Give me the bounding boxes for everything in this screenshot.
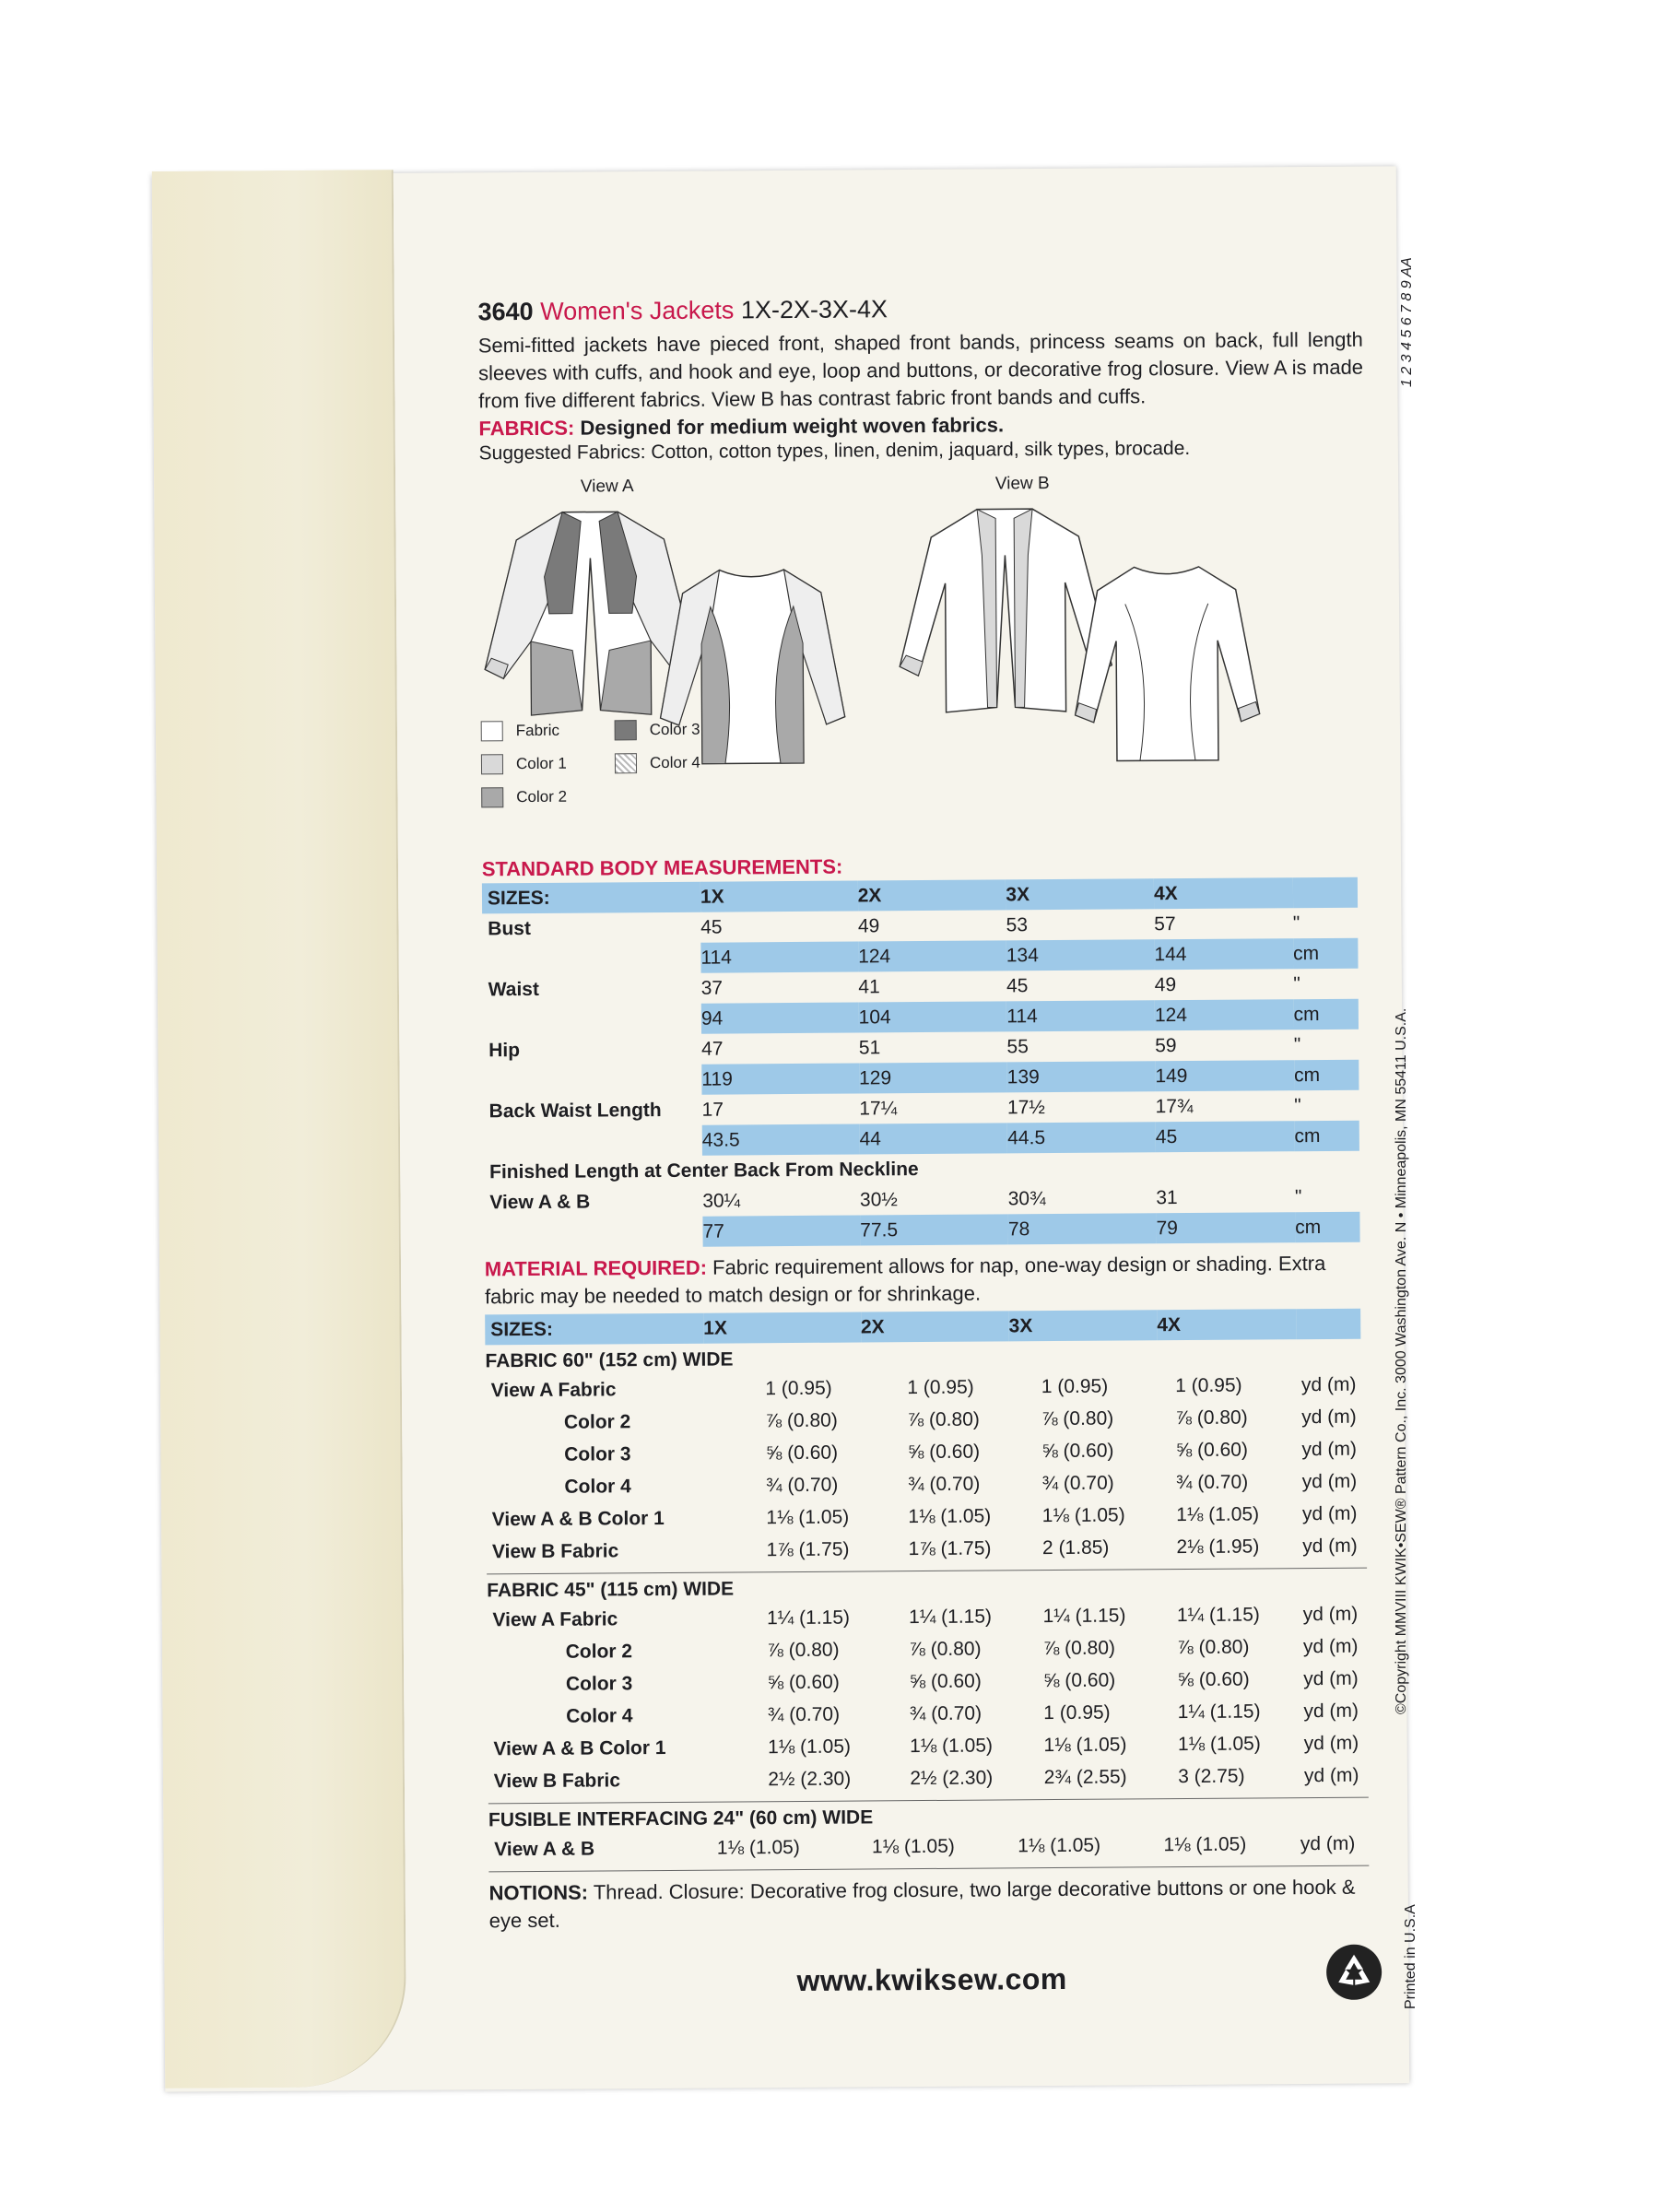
cell: 17¾ [1155,1095,1194,1117]
row-label: View B Fabric [493,1769,621,1792]
legend-item-color-4 [615,753,700,774]
cell: ⅝ (0.60) [1177,1668,1250,1690]
unit: cm [1295,1212,1360,1242]
view-illustrations [479,465,1367,849]
row-label: Bust [488,917,531,939]
unit: yd (m) [1303,1667,1359,1689]
group-heading: FABRIC 60" (152 cm) WIDE [485,1348,734,1372]
cell: 17½ [1006,1096,1045,1118]
swatch [481,787,503,807]
unit: yd (m) [1303,1764,1359,1786]
unit: yd (m) [1301,1470,1358,1492]
cell: 51 [858,1036,881,1059]
cell: ⅞ (0.80) [1175,1406,1248,1429]
cell: 45 [700,916,723,938]
unit: yd (m) [1303,1732,1359,1754]
cell: 1⅞ (1.75) [766,1538,850,1560]
view-a-label: View A [580,477,634,497]
unit: yd (m) [1302,1635,1359,1657]
cell: 30½ [859,1188,898,1211]
material-label: MATERIAL REQUIRED: [484,1255,708,1281]
cell: 17¼ [859,1097,898,1120]
unit: yd (m) [1302,1603,1359,1625]
material-groups [485,1345,1373,1873]
unit: cm [1294,1060,1359,1090]
envelope-back [477,292,1374,2031]
legend-label: Color 3 [649,720,700,739]
material-text: Fabric requirement allows for nap, one-way design or shading. Extra fabric may be needed to match design or for shrinkage. [484,1251,1326,1309]
swatch [615,720,637,740]
cell: 3 (2.75) [1178,1765,1245,1787]
row-label: Waist [488,978,539,1000]
cell: 104 [858,1001,1006,1032]
cell: 124 [1155,999,1294,1030]
measurements-table [482,877,1360,1249]
legend-label: Color 4 [649,753,700,772]
unit: yd (m) [1300,1373,1357,1395]
cell: 17 [701,1099,724,1121]
divider [487,1568,1367,1575]
cell: 1 (0.95) [765,1377,832,1399]
group-heading: FUSIBLE INTERFACING 24" (60 cm) WIDE [488,1806,874,1831]
size-3x: 3X [1006,878,1154,910]
recycle-icon [1324,1942,1384,2003]
size-range: 1X-2X-3X-4X [740,295,888,324]
cell: ⅞ (0.80) [765,1409,838,1431]
cell: 49 [857,914,880,937]
cell: 78 [1008,1213,1157,1244]
cell: 2½ (2.30) [768,1768,852,1790]
cell: 1⅛ (1.05) [1043,1733,1127,1756]
suggested-fabrics: Suggested Fabrics: Cotton, cotton types, linen, denim, jaquard, silk types, brocade. [478,437,1191,465]
cell: 43.5 [702,1124,860,1156]
page-title [477,292,1362,327]
cell: 30¾ [1007,1187,1046,1209]
notions [488,1874,1373,1936]
swatch [615,753,637,773]
copyright-notice: ©Copyright MMVIII KWIK•SEW® Pattern Co., Inc. 3000 Washington Ave. N • Minneapolis, MN 55411 U.S.A. [1394,1007,1409,1714]
material-table-45 [487,1598,1363,1798]
material-sizes-header [485,1309,1360,1346]
cell: ¾ (0.70) [1041,1472,1114,1494]
material-intro [485,1250,1370,1312]
view-a-back-illustration [654,560,850,773]
cell: 1⅛ (1.05) [1041,1504,1125,1526]
cell: 2½ (2.30) [910,1767,994,1789]
row-label: Color 2 [565,1640,633,1663]
swatch [481,754,503,774]
cell: 45 [1006,974,1029,996]
cell: ⅞ (0.80) [1042,1637,1116,1659]
group-heading: FABRIC 45" (115 cm) WIDE [487,1578,735,1602]
cell: 45 [1156,1121,1295,1152]
cell: 119 [701,1064,859,1095]
row-label: View A & B Color 1 [491,1507,665,1530]
row-label: Back Waist Length [488,1099,662,1122]
legend-item-color-2 [481,787,567,808]
table-row [487,1530,1362,1569]
cell: ⅝ (0.60) [1042,1669,1116,1691]
cell: 2 (1.85) [1041,1536,1110,1559]
row-label: Color 4 [564,1475,631,1498]
size-2x: 2X [858,879,1006,911]
unit: " [1292,912,1300,934]
unit: " [1293,972,1300,994]
cell: 77.5 [860,1214,1008,1245]
unit: cm [1293,938,1359,969]
material-sizes-row [485,1309,1360,1346]
row-label: View A Fabric [490,1378,617,1401]
notions-text: Thread. Closure: Decorative frog closure, two large decorative buttons or one hook & eye set. [488,1875,1356,1933]
cell: 1¼ (1.15) [766,1606,851,1629]
sizes-label: SIZES: [485,1313,703,1346]
unit: yd (m) [1301,1406,1357,1428]
legend-label: Color 2 [516,787,568,806]
cell: 59 [1155,1034,1177,1056]
cell: 44 [859,1123,1007,1154]
table-row [488,1828,1364,1866]
cell: 53 [1006,913,1029,935]
swatch [481,721,503,741]
row-label: View A & B [489,1191,591,1213]
row-label: View A & B Color 1 [493,1736,666,1759]
unit: cm [1294,1121,1359,1151]
cell: 79 [1156,1212,1295,1243]
unit: yd (m) [1300,1832,1356,1854]
description: Semi-fitted jackets have pieced front, shaped front bands, princess seams on back, full length sleeves with cuffs, and hook and eye, loop and buttons, or decorative frog closure. View A is made from five different fabrics. View B has contrast fabric front bands and cuffs. [477,327,1364,413]
legend-item-fabric [481,721,559,742]
cell: 57 [1154,912,1176,935]
material-group-45 [487,1574,1373,1798]
cell: 2¾ (2.55) [1043,1765,1127,1788]
cell: ¾ (0.70) [909,1702,982,1724]
finished-cm-row [484,1212,1359,1249]
divider [488,1865,1369,1873]
divider [488,1797,1369,1805]
cell: ⅞ (0.80) [767,1639,840,1661]
row-label: Color 4 [566,1704,633,1727]
cell: 139 [1007,1061,1156,1092]
cell: 114 [700,942,858,973]
table-row [488,1759,1364,1798]
cell: 134 [1006,939,1155,971]
cell: 37 [700,977,724,999]
cell: 1⅛ (1.05) [910,1735,994,1757]
cell: 1⅛ (1.05) [1163,1833,1247,1855]
material-group-interfacing [488,1804,1373,1866]
cell: 1 (0.95) [907,1376,974,1398]
unit: yd (m) [1303,1700,1359,1722]
cell: 47 [701,1038,724,1060]
legend-label: Color 1 [515,754,567,773]
cell: 1 (0.95) [1041,1375,1109,1397]
row-label: Color 3 [565,1672,633,1695]
cell: ¾ (0.70) [1175,1471,1249,1493]
unit: " [1294,1094,1301,1116]
size-1x: 1X [700,881,858,912]
cell: 77 [702,1216,860,1247]
legend-item-color-3 [615,720,700,741]
unit: yd (m) [1301,1502,1358,1524]
cell: 94 [701,1003,859,1034]
cell: 1¼ (1.15) [1176,1603,1260,1626]
sizes-label: SIZES: [482,882,700,914]
size-3x: 3X [1009,1310,1158,1341]
legend-item-color-1 [481,754,567,775]
cell: ¾ (0.70) [908,1473,981,1495]
cell: 2⅛ (1.95) [1176,1535,1260,1558]
material-table-60 [486,1369,1362,1569]
measurements-heading: STANDARD BODY MEASUREMENTS: [481,854,843,881]
cell: ¾ (0.70) [767,1703,841,1725]
unit: yd (m) [1302,1535,1358,1557]
row-label: Hip [488,1039,521,1061]
size-4x: 4X [1154,877,1293,909]
cell: 144 [1154,938,1293,970]
website-link[interactable]: www.kwiksew.com [796,1961,1067,1998]
cell: 31 [1156,1186,1178,1208]
cell: 1⅛ (1.05) [1176,1502,1260,1525]
legend-label: Fabric [515,721,560,740]
view-b-label: View B [994,474,1050,494]
cell: 114 [1006,1000,1155,1031]
size-2x: 2X [861,1311,1009,1342]
material-group-60 [485,1345,1371,1569]
pattern-number: 3640 [477,297,534,326]
view-b-back-illustration [1069,557,1265,770]
pattern-name: Women's Jackets [540,296,735,325]
unit: " [1293,1033,1301,1055]
finished-length-heading: Finished Length at Center Back From Neckline [488,1158,919,1182]
cell: 1¼ (1.15) [909,1606,993,1628]
cell: ⅝ (0.60) [767,1671,840,1693]
fabrics-label: FABRICS: [478,416,575,441]
cell: 1⅞ (1.75) [908,1537,992,1559]
unit: " [1294,1185,1302,1207]
row-label: View A Fabric [492,1607,618,1630]
cell: ⅞ (0.80) [907,1408,980,1430]
cell: 41 [858,975,880,998]
fabrics-text: Designed for medium weight woven fabrics. [580,413,1005,440]
cell: 124 [858,940,1006,971]
unit: yd (m) [1301,1438,1358,1460]
cell: 30¼ [702,1189,741,1212]
cell: ⅝ (0.60) [1175,1439,1248,1461]
size-4x: 4X [1157,1309,1296,1340]
envelope-flap [152,170,407,2088]
cell: ⅝ (0.60) [907,1441,981,1463]
cell: 1⅛ (1.05) [767,1735,852,1758]
fabrics-line [478,411,1363,441]
cell: 1⅛ (1.05) [871,1835,955,1857]
cell: ⅝ (0.60) [1041,1440,1114,1462]
cell: 1⅛ (1.05) [766,1506,850,1528]
cell: ⅝ (0.60) [765,1441,839,1464]
cell: 44.5 [1007,1122,1156,1153]
unit: cm [1293,999,1359,1030]
cell: 55 [1006,1035,1029,1057]
cell: 149 [1155,1060,1294,1091]
row-label: Color 2 [563,1410,631,1433]
cell: ⅞ (0.80) [1041,1407,1114,1430]
notions-label: NOTIONS: [488,1880,589,1905]
cell: ¾ (0.70) [765,1474,839,1496]
cell: 1⅛ (1.05) [1018,1834,1101,1856]
cell: 1⅛ (1.05) [716,1836,800,1859]
cell: 1⅛ (1.05) [908,1505,992,1527]
cell: 129 [859,1062,1007,1093]
cell: ⅞ (0.80) [909,1638,982,1660]
cell: 1⅛ (1.05) [1177,1732,1261,1755]
cell: 1 (0.95) [1175,1374,1242,1396]
size-1x: 1X [703,1312,861,1344]
row-label: Color 3 [564,1442,631,1465]
row-label: View B Fabric [491,1539,619,1562]
cell: 49 [1154,973,1177,995]
print-code: 1 2 3 4 5 6 7 8 9 AA [1399,257,1415,387]
cell: 1¼ (1.15) [1042,1605,1126,1627]
cell: 1 (0.95) [1043,1701,1111,1724]
cell: ⅞ (0.80) [1177,1636,1250,1658]
cell: ⅝ (0.60) [909,1670,982,1692]
cell: 1¼ (1.15) [1177,1700,1261,1723]
row-label: View A & B [494,1838,595,1860]
printed-in: Printed in U.S.A [1403,1904,1418,2009]
material-table-interfacing [488,1828,1364,1866]
